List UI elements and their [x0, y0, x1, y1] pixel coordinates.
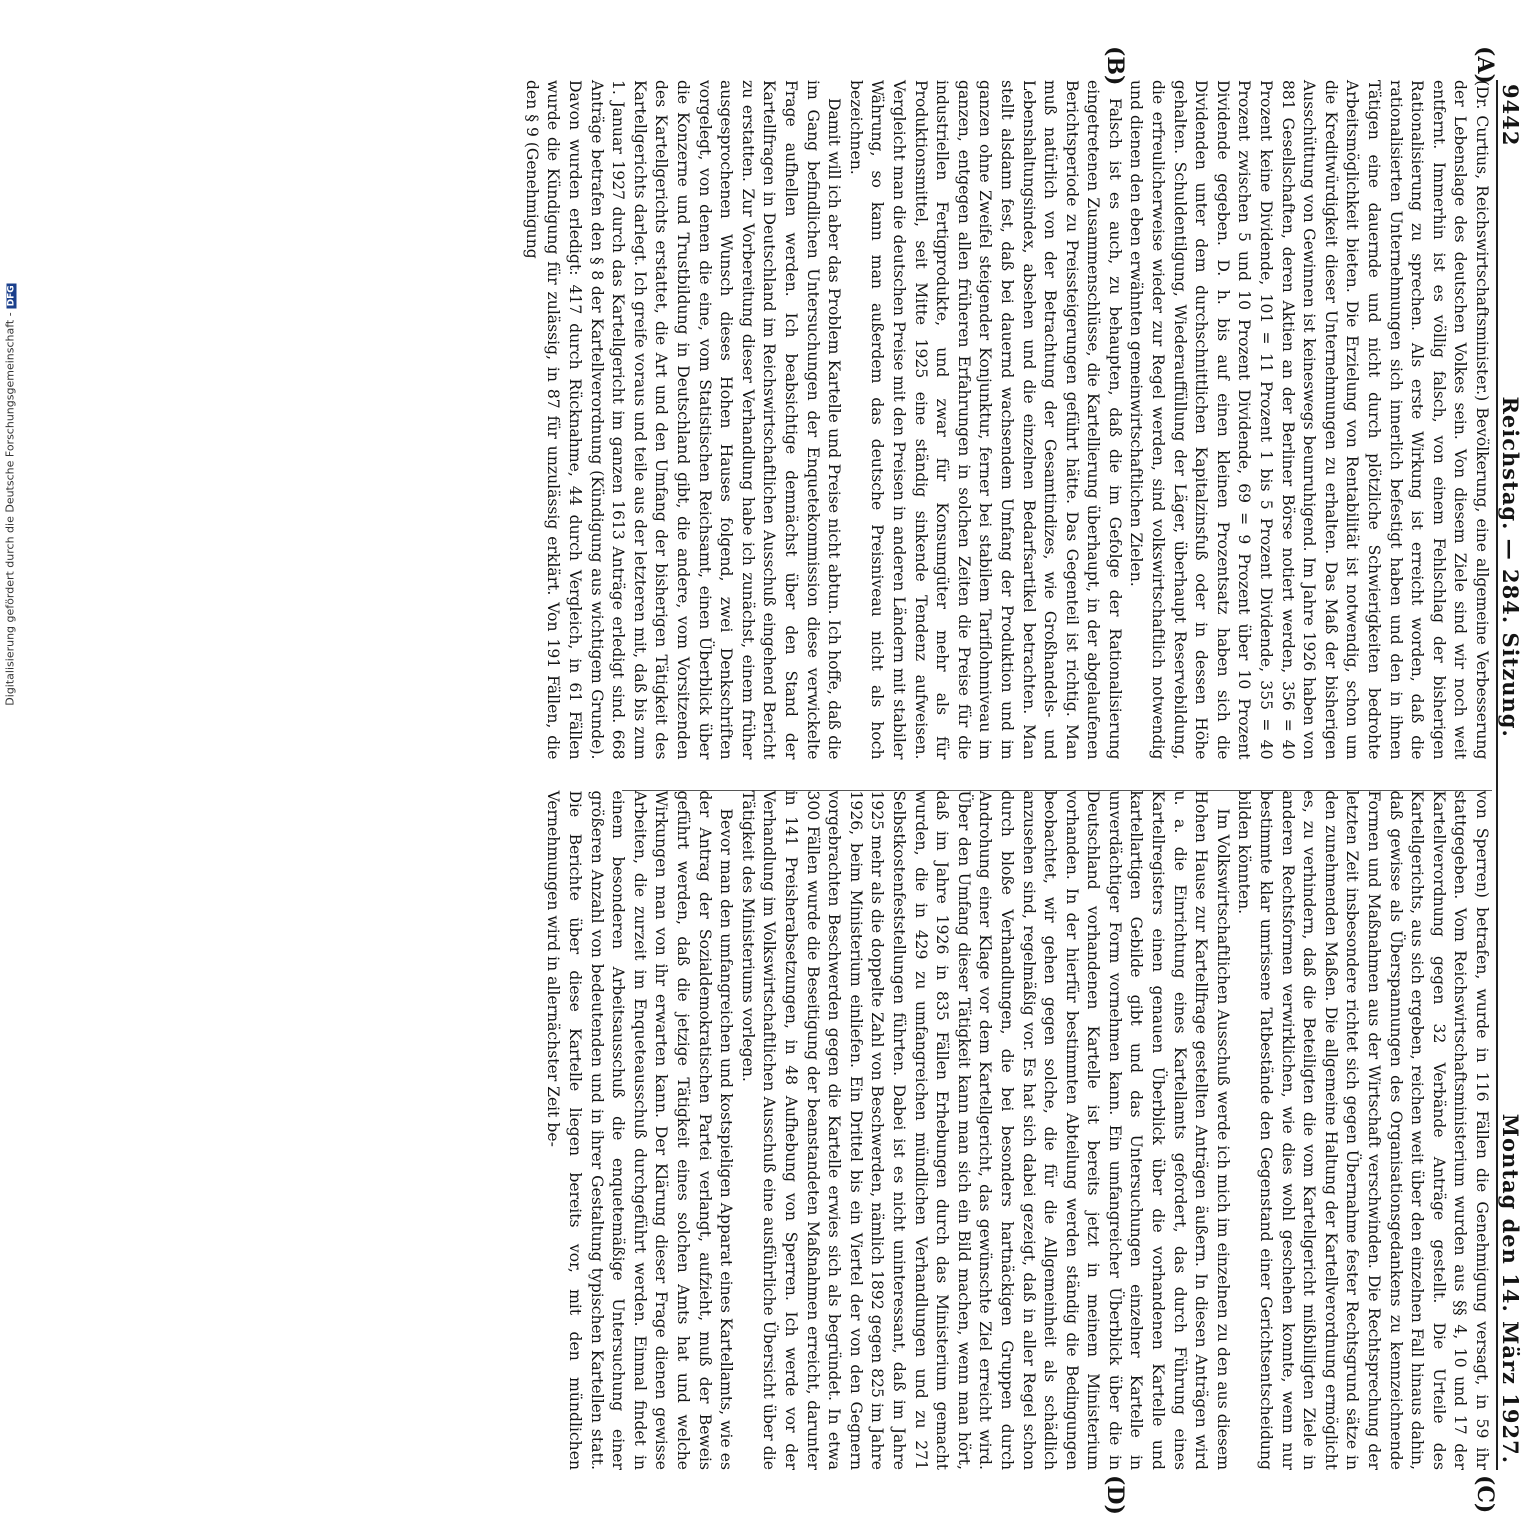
digitization-sidebar: [0, 0, 30, 1000]
dfg-logo: DFG: [6, 285, 17, 307]
header-date: Montag den 14. März 1927.: [1498, 1113, 1523, 1464]
paragraph: (Dr. Curtius, Reichswirtschaftsminister.) Bevölkerung, eine allgemeine Verbesserung der Lebenslage des deutschen Volkes sein. Von diesem Ziele sind wir noch weit entfernt. Immerhin ist es völlig falsch, von einem Fehlschlag der bisherigen Rationalisierung zu sprechen. Als erste Wirkung ist erreicht worden, daß die rationalisierten Unternehmungen sich innerlich befestigt haben und den in ihnen Tätigen eine dauernde und nicht durch plötzliche Schwierigkeiten bedrohte Arbeitsmöglichkeit bieten. Die Erzielung von Rentabilität ist notwendig, schon um die Kreditwürdigkeit dieser Unternehmungen zu erhalten. Das Maß der bisherigen Ausschüttung von Gewinnen ist keineswegs beunruhigend. Im Jahre 1926 haben von 881 Gesellschaften, deren Aktien an der Berliner Börse notiert werden, 356 = 40 Prozent keine Dividende, 101 = 11 Prozent 1 bis 5 Prozent Dividende, 355 = 40 Prozent zwischen 5 und 10 Prozent Dividende, 69 = 9 Prozent über 10 Prozent Dividende gegeben. D. h. bis auf einen kleinen Prozentsatz haben sich die Dividenden unter dem durchschnittlichen Kapitalzinsfuß oder in dessen Höhe gehalten. Schuldentilgung, Wiederauffüllung der Läger, überhaupt Reservebildung, die erfreulicherweise wieder zur Regel werden, sind volkswirtschaftlich notwendig und dienen den eben erwähnten gemeinwirtschaftlichen Zielen.: [1127, 80, 1491, 760]
rotated-page-content: [138, 46, 1528, 1515]
paragraph: Falsch ist es auch, zu behaupten, daß die im Gefolge der Rationalisierung eingetretenen Zusammenschlüsse, die Kartellierung überhaupt, in der abgelaufenen Berichtsperiode zu Preissteigerungen geführt hätte. Das Gegenteil ist richtig. Man muß natürlich von der Betrachtung der Gesamtindizes, wie Großhandels- und Lebenshaltungsindex, absehen und die einzelnen Bedarfsartikel betrachten. Man stellt alsdann fest, daß bei dauernd wachsendem Umfang der Produktion und im ganzen ohne Zweifel steigender Konjunktur, ferner bei stabilem Tariflohnniveau im ganzen, entgegen allen früheren Erfahrungen in solchen Zeiten die Preise für die industriellen Fertigprodukte, und zwar für Konsumgüter mehr als für Produktionsmittel, seit Mitte 1925 eine ständig sinkende Tendenz aufweisen. Vergleicht man die deutschen Preise mit den Preisen in anderen Ländern mit stabiler Währung, so kann man außerdem das deutsche Preisniveau nicht als hoch bezeichnen.: [846, 80, 1124, 760]
page-header: [1496, 80, 1528, 1470]
right-column: [544, 790, 1492, 1471]
header-session: Reichstag. — 284. Sitzung.: [1498, 396, 1523, 738]
left-column: [522, 80, 1492, 760]
paragraph: von Sperren) betrafen, wurde in 116 Fällen die Genehmigung versagt, in 59 ihr stattgegeben. Vom Reichswirtschaftsministerium wurden aus §§ 4, 10 und 17 der Kartellverordnung gegen 32 Verbände Anträge gestellt. Die Urteile des Kartellgerichts, aus sich ergeben, reichen weit über den einzelnen Fall hinaus dahin, daß gewisse als Überspannungen des Organisationsgedankens zu kennzeichnende Formen und Maßnahmen aus der Wirtschaft verschwinden. Die Rechtsprechung der letzten Zeit insbesondere richtet sich gegen Übernahme fester Rechtsgrund sätze in den zunehmenden Maßen. Die allgemeine Haltung der Kartellverordnung ermöglicht es, zu verhindern, daß die Beteiligten die vom Kartellgericht mißbilligten Ziele in anderen Rechtsformen verwirklichen, wie dies wohl geschehen konnte, wenn nur bestimmte klar umrissene Tatbestände den Gegenstand einer Gerichtsentscheidung bilden könnten.: [1235, 790, 1491, 1470]
digitization-note: [4, 15, 17, 975]
page-number: 9442: [1498, 84, 1523, 147]
margin-marker-d: (D): [1102, 1475, 1128, 1515]
margin-marker-a: (A): [1472, 46, 1498, 84]
digitization-credit: Digitalisierung gefördert durch die Deutsche Forschungsgemeinschaft -: [3, 312, 17, 706]
margin-marker-b: (B): [1102, 46, 1128, 86]
margin-marker-c: (C): [1472, 1475, 1498, 1514]
text-columns: [522, 80, 1492, 1470]
paragraph: Im Volkswirtschaftlichen Ausschuß werde ich mich im einzelnen zu den aus diesem Hohen Hause zur Kartellfrage gestellten Anträgen äußern. In diesen Anträgen wird u. a. die Einrichtung eines Kartellamts gefordert, das durch Führung eines Kartellregisters einen genauen Überblick über die vorhandenen Kartelle und kartellartigen Gebilde gibt und das Untersuchungen einzelner Kartelle in unverdächtiger Form vornehmen kann. Ein umfangreicher Überblick über die in Deutschland vorhandenen Kartelle ist bereits jetzt in meinem Ministerium vorhanden. In der hierfür bestimmten Abteilung werden ständig die Bedingungen beobachtet, wir gehen gegen solche, die für die Allgemeinheit als schädlich anzusehen sind, regelmäßig vor. Es hat sich dabei gezeigt, daß in aller Regel schon durch bloße Verhandlungen, die bei besonders hartnäckigen Gruppen durch Androhung einer Klage vor dem Kartellgericht, das gewünschte Ziel erreicht wird. Über den Umfang dieser Tätigkeit kann man sich ein Bild machen, wenn man hört, daß im Jahre 1926 in 835 Fällen Erhebungen durch das Ministerium gemacht wurden, die in 429 zu umfangreichen mündlichen Verhandlungen und zu 271 Selbstkostenfeststellungen führten. Dabei ist es nicht uninteressant, daß im Jahre 1925 mehr als die doppelte Zahl von Beschwerden, nämlich 1892 gegen 825 im Jahre 1926, beim Ministerium einliefen. Ein Drittel bis ein Viertel der von den Gegnern vorgebrachten Beschwerden gegen die Kartelle erwies sich als begründet. In etwa 300 Fällen wurde die Beseitigung der beanstandeten Maßnahmen erreicht, darunter in 141 Preisherabsetzungen, in 48 Aufhebung von Sperren. Ich werde vor der Verhandlung im Volkswirtschaftlichen Ausschuß eine ausführliche Übersicht über die Tätigkeit des Ministeriums vorlegen.: [738, 790, 1232, 1470]
paragraph: Bevor man den umfangreichen und kostspieligen Apparat eines Kartellamts, wie es der Antrag der Sozialdemokratischen Partei verlangt, aufzieht, muß der Beweis geführt werden, daß die jetzige Tätigkeit eines solchen Amts hat und welche Wirkungen man von ihr erwarten kann. Der Klärung dieser Frage dienen gewisse Arbeiten, die zurzeit im Enqueteausschuß durchgeführt werden. Einmal findet in einem besonderen Arbeitsausschuß die enquetemäßige Untersuchung einer größeren Anzahl von bedeutenden und in ihrer Gestaltung typischen Kartellen statt. Die Berichte über diese Kartelle liegen bereits vor, mit den mündlichen Vernehmungen wird in allernächster Zeit be-: [544, 790, 736, 1470]
paragraph: Damit will ich aber das Problem Kartelle und Preise nicht abtun. Ich hoffe, daß die im Gang befindlichen Untersuchungen der Enquetekommission diese verwickelte Frage aufhellen werden. Ich beabsichtige demnächst über den Stand der Kartellfragen in Deutschland im Reichswirtschaftlichen Ausschuß eingehend Bericht zu erstatten. Zur Vorbereitung dieser Verhandlung habe ich zunächst, einem früher ausgesprochenen Wunsch dieses Hohen Hauses folgend, zwei Denkschriften vorgelegt, von denen die eine, vom Statistischen Reichsamt, einen Überblick über die Konzerne und Trustbildung in Deutschland gibt, die andere, vom Vorsitzenden des Kartellgerichts erstattet, die Art und den Umfang der bisherigen Tätigkeit des Kartellgerichts darlegt. Ich greife voraus und teile aus der letzteren mit, daß bis zum 1. Januar 1927 durch das Kartellgericht im ganzen 1613 Anträge erledigt sind. 668 Anträge betrafen den § 8 der Kartellverordnung (Kündigung aus wichtigem Grunde). Davon wurden erledigt: 417 durch Rücknahme, 44 durch Vergleich, in 61 Fällen wurde die Kündigung für zulässig, in 87 für unzulässig erklärt. Von 191 Fällen, die den § 9 (Genehmigung: [522, 80, 844, 760]
